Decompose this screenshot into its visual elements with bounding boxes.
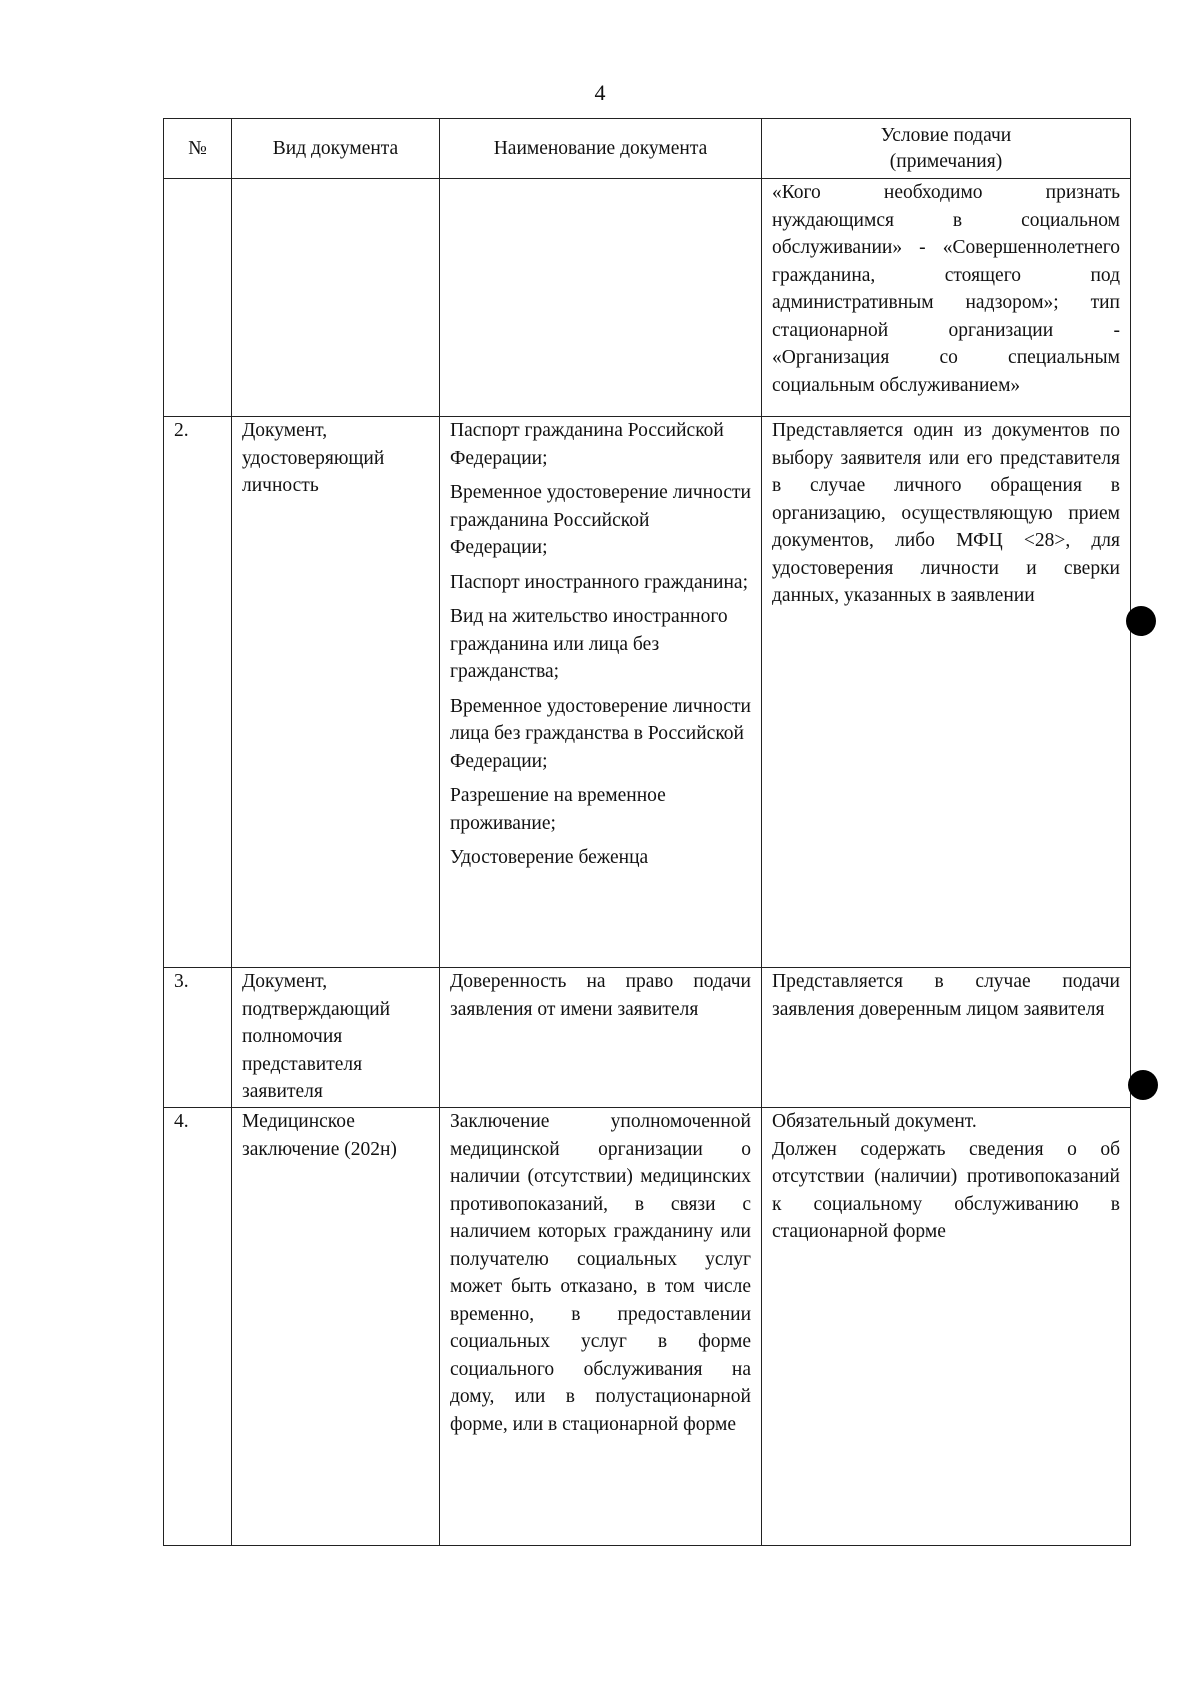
condition-text: Обязательный документ.	[772, 1111, 977, 1132]
header-document-name: Наименование документа	[440, 119, 762, 179]
header-number: №	[164, 119, 232, 179]
document-name: Заключение уполномоченной медицинской организации о наличии (отсутствии) медицинских противопоказаний, в связи с наличием которых гражданину или получателю социальных услуг может быть отказано, в том числе временно, в предоставлении социальных услуг в форме социального обслуживания на дому, или в полустационарной форме, или в стационарной форме	[450, 1111, 751, 1435]
documents-table	[163, 118, 1131, 1546]
row-document-type: Документ, подтверждающий полномочия представителя заявителя	[232, 968, 440, 1108]
table-row	[164, 1108, 1131, 1546]
punch-hole-mark	[1126, 606, 1156, 636]
document-name: Удостоверение беженца	[450, 847, 649, 868]
document-name: Паспорт гражданина Российской Федерации;	[450, 420, 724, 469]
row-document-names	[440, 1108, 762, 1546]
condition-text: Представляется в случае подачи заявления доверенным лицом заявителя	[772, 971, 1120, 1020]
row-number: 3.	[164, 968, 232, 1108]
condition-text: «Кого необходимо признать нуждающимся в социальном обслуживании» - «Совершеннолетнего гражданина, стоящего под административным надзором»; тип стационарной организации - «Организация со специальным социальным обслуживанием»	[772, 182, 1120, 396]
document-name: Временное удостоверение личности лица без гражданства в Российской Федерации;	[450, 695, 751, 772]
table-header-row	[164, 119, 1131, 179]
row-document-names	[440, 417, 762, 968]
row-document-names	[440, 968, 762, 1108]
row-condition	[762, 968, 1131, 1108]
row-number: 2.	[164, 417, 232, 968]
document-name: Доверенность на право подачи заявления от имени заявителя	[450, 971, 751, 1020]
header-condition	[762, 119, 1131, 179]
page-number: 4	[594, 80, 606, 105]
table-row	[164, 179, 1131, 417]
document-name: Паспорт иностранного гражданина;	[450, 571, 748, 593]
header-condition-line: Условие подачи	[880, 124, 1012, 146]
row-number	[164, 179, 232, 417]
row-document-names	[440, 179, 762, 417]
table-row	[164, 417, 1131, 968]
header-document-type: Вид документа	[232, 119, 440, 179]
condition-text: Должен содержать сведения о об отсутствии (наличии) противопоказаний к социальному обслуживанию в стационарной форме	[772, 1138, 1120, 1242]
punch-hole-mark	[1128, 1070, 1158, 1100]
row-document-type: Документ, удостоверяющий личность	[232, 417, 440, 968]
header-condition-line: (примечания)	[889, 150, 1003, 172]
condition-text: Представляется один из документов по выбору заявителя или его представителя в случае личного обращения в организацию, осуществляющую прием документов, либо МФЦ <28>, для удостоверения личности и сверки данных, указанных в заявлении	[772, 420, 1120, 606]
document-name: Разрешение на временное проживание;	[450, 785, 666, 834]
table-row	[164, 968, 1131, 1108]
row-document-type	[232, 179, 440, 417]
document-name: Вид на жительство иностранного гражданина или лица без гражданства;	[450, 606, 728, 682]
row-condition	[762, 1108, 1131, 1546]
row-number: 4.	[164, 1108, 232, 1546]
document-name: Временное удостоверение личности гражданина Российской Федерации;	[450, 482, 751, 558]
row-condition	[762, 417, 1131, 968]
row-document-type: Медицинское заключение (202н)	[232, 1108, 440, 1546]
row-condition	[762, 179, 1131, 417]
